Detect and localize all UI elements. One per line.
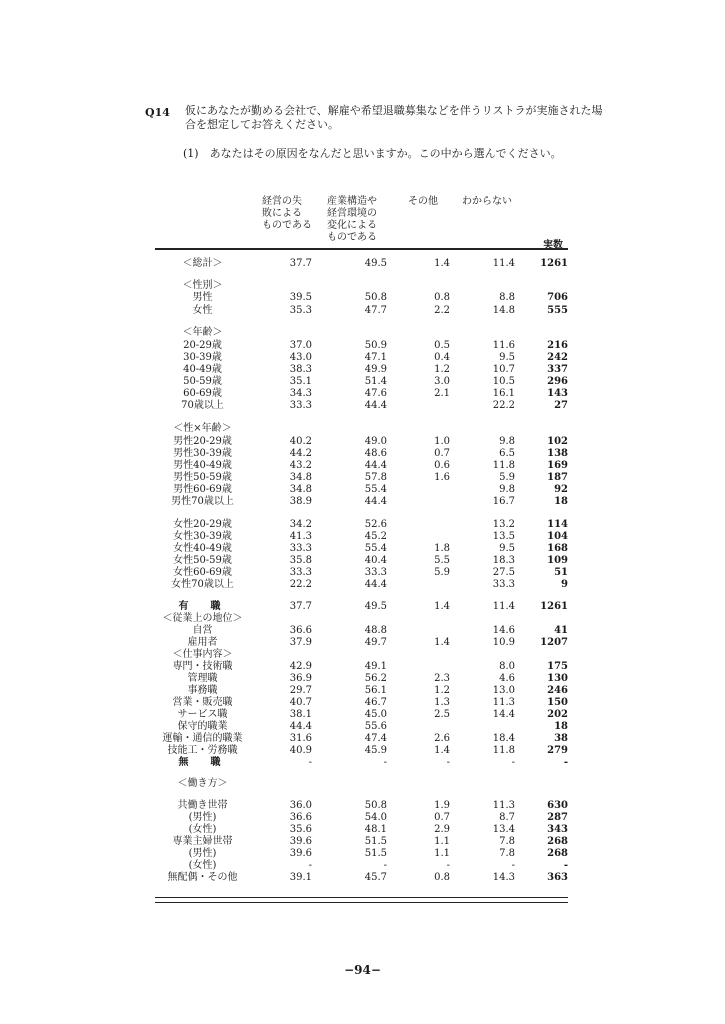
cell-value: 0.7	[434, 812, 450, 823]
cell-value: 37.7	[289, 601, 312, 612]
cell-value: 39.1	[289, 872, 312, 883]
cell-value: 7.8	[499, 836, 515, 847]
cell-value: 45.2	[364, 531, 387, 542]
row-label: 男性50-59歳	[173, 472, 232, 483]
cell-value: 287	[547, 812, 568, 823]
cell-value: 2.2	[434, 305, 450, 316]
cell-value: -	[563, 757, 568, 768]
table-row	[0, 388, 725, 400]
cell-value: 49.5	[364, 601, 387, 612]
cell-value: 11.4	[492, 258, 515, 269]
cell-value: 49.0	[364, 436, 387, 447]
cell-value: 46.7	[364, 697, 387, 708]
table-row	[0, 327, 725, 339]
cell-value: 8.0	[499, 661, 515, 672]
cell-value: 9	[561, 579, 568, 590]
cell-value: 38.9	[289, 496, 312, 507]
table-row	[0, 860, 725, 872]
table-row	[0, 697, 725, 709]
table-row	[0, 543, 725, 555]
cell-value: 0.7	[434, 448, 450, 459]
row-label: 事務職	[187, 685, 218, 696]
cell-value: 5.9	[434, 567, 450, 578]
cell-value: 40.2	[289, 436, 312, 447]
cell-value: 47.6	[364, 388, 387, 399]
header-col-count: 実数	[543, 240, 563, 251]
table-row	[0, 436, 725, 448]
cell-value: 37.9	[289, 637, 312, 648]
table-row	[0, 352, 725, 364]
cell-value: 36.6	[289, 625, 312, 636]
cell-value: 37.7	[289, 258, 312, 269]
row-label: 男性30-39歳	[173, 448, 232, 459]
cell-value: 38	[554, 733, 568, 744]
cell-value: 1.9	[434, 800, 450, 811]
table-row	[0, 733, 725, 745]
row-label: 20-29歳	[183, 340, 222, 351]
cell-value: 51.5	[364, 848, 387, 859]
row-label: 営業・販売職	[172, 697, 233, 708]
cell-value: -	[511, 860, 515, 871]
cell-value: 18	[554, 721, 568, 732]
cell-value: 13.0	[492, 685, 515, 696]
table-row	[0, 519, 725, 531]
table-row	[0, 496, 725, 508]
row-label: ＜性×年齢＞	[173, 423, 232, 434]
cell-value: 39.6	[289, 848, 312, 859]
cell-value: 49.7	[364, 637, 387, 648]
cell-value: 2.3	[434, 673, 450, 684]
row-label: 自営	[192, 625, 213, 636]
cell-value: 43.0	[289, 352, 312, 363]
cell-value: 49.5	[364, 258, 387, 269]
cell-value: 36.6	[289, 812, 312, 823]
table-row	[0, 423, 725, 435]
cell-value: 35.1	[289, 376, 312, 387]
row-label: (女性)	[188, 860, 217, 871]
table-row	[0, 567, 725, 579]
cell-value: 47.4	[364, 733, 387, 744]
row-label: 男性70歳以上	[171, 496, 234, 507]
cell-value: -	[308, 860, 312, 871]
cell-value: 55.6	[364, 721, 387, 732]
cell-value: 11.8	[492, 745, 515, 756]
cell-value: -	[446, 860, 450, 871]
cell-value: 109	[547, 555, 568, 566]
cell-value: 0.6	[434, 460, 450, 471]
cell-value: 11.4	[492, 601, 515, 612]
table-row	[0, 472, 725, 484]
cell-value: 1261	[540, 601, 568, 612]
table-row	[0, 613, 725, 625]
table-row	[0, 721, 725, 733]
table-row	[0, 484, 725, 496]
row-label: 専門・技術職	[172, 661, 233, 672]
table-row	[0, 745, 725, 757]
cell-value: 44.4	[364, 460, 387, 471]
cell-value: 13.5	[492, 531, 515, 542]
cell-value: 51	[554, 567, 568, 578]
cell-value: 1.1	[434, 848, 450, 859]
cell-value: 45.9	[364, 745, 387, 756]
cell-value: 29.7	[289, 685, 312, 696]
table-bottom-rule	[155, 897, 568, 903]
row-label: 共働き世帯	[177, 800, 228, 811]
cell-value: 33.3	[289, 567, 312, 578]
row-label: 男性60-69歳	[173, 484, 232, 495]
cell-value: 45.7	[364, 872, 387, 883]
row-label: 男性20-29歳	[173, 436, 232, 447]
cell-value: 34.3	[289, 388, 312, 399]
row-label: 女性	[192, 305, 213, 316]
cell-value: 1.6	[434, 472, 450, 483]
cell-value: 33.3	[289, 543, 312, 554]
cell-value: 34.8	[289, 484, 312, 495]
row-label: 有 職	[178, 601, 227, 612]
table-row	[0, 812, 725, 824]
cell-value: 0.4	[434, 352, 450, 363]
cell-value: 1.4	[434, 745, 450, 756]
cell-value: 11.3	[492, 697, 515, 708]
table-row	[0, 800, 725, 812]
row-label: 70歳以上	[181, 400, 224, 411]
cell-value: 52.6	[364, 519, 387, 530]
table-row	[0, 601, 725, 613]
cell-value: 1207	[540, 637, 568, 648]
table-row	[0, 555, 725, 567]
cell-value: 56.2	[364, 673, 387, 684]
cell-value: 279	[547, 745, 568, 756]
table-row	[0, 778, 725, 790]
row-label: 専業主婦世帯	[172, 836, 233, 847]
cell-value: 130	[547, 673, 568, 684]
cell-value: 38.3	[289, 364, 312, 375]
cell-value: 2.5	[434, 709, 450, 720]
cell-value: 10.5	[492, 376, 515, 387]
cell-value: 7.8	[499, 848, 515, 859]
table-row	[0, 292, 725, 304]
cell-value: 1.4	[434, 258, 450, 269]
cell-value: 337	[547, 364, 568, 375]
row-label: ＜働き方＞	[177, 778, 228, 789]
cell-value: 2.6	[434, 733, 450, 744]
cell-value: 34.2	[289, 519, 312, 530]
cell-value: 18	[554, 496, 568, 507]
table-row	[0, 305, 725, 317]
table-row	[0, 376, 725, 388]
cell-value: 44.4	[364, 496, 387, 507]
row-label: 女性50-59歳	[173, 555, 232, 566]
cell-value: 555	[547, 305, 568, 316]
cell-value: 56.1	[364, 685, 387, 696]
table-row	[0, 364, 725, 376]
cell-value: 35.8	[289, 555, 312, 566]
cell-value: 9.8	[499, 436, 515, 447]
cell-value: 33.3	[289, 400, 312, 411]
row-label: 60-69歳	[183, 388, 222, 399]
cell-value: 1.0	[434, 436, 450, 447]
cell-value: 44.4	[364, 400, 387, 411]
cell-value: 44.2	[289, 448, 312, 459]
cell-value: 14.8	[492, 305, 515, 316]
row-label: 運輸・通信的職業	[162, 733, 243, 744]
cell-value: 40.4	[364, 555, 387, 566]
cell-value: 18.4	[492, 733, 515, 744]
header-col-other: その他	[408, 196, 438, 207]
cell-value: -	[308, 757, 312, 768]
cell-value: 27.5	[492, 567, 515, 578]
row-label: ＜従業上の地位＞	[162, 613, 243, 624]
question-subquestion: (1) あなたはその原因をなんだと思いますか。この中から選んでください。	[183, 147, 562, 160]
cell-value: 54.0	[364, 812, 387, 823]
cell-value: 1.3	[434, 697, 450, 708]
cell-value: 0.8	[434, 872, 450, 883]
cell-value: 92	[554, 484, 568, 495]
cell-value: 202	[547, 709, 568, 720]
row-label: (男性)	[188, 848, 217, 859]
cell-value: 1.4	[434, 601, 450, 612]
cell-value: 50.8	[364, 800, 387, 811]
cell-value: 3.0	[434, 376, 450, 387]
row-label: 50-59歳	[183, 376, 222, 387]
cell-value: 169	[547, 460, 568, 471]
row-label: ＜総計＞	[182, 258, 223, 269]
row-label: (男性)	[188, 812, 217, 823]
cell-value: 11.3	[492, 800, 515, 811]
table-row	[0, 460, 725, 472]
row-label: (女性)	[188, 824, 217, 835]
table-row	[0, 824, 725, 836]
row-label: ＜仕事内容＞	[172, 649, 233, 660]
row-label: 無 職	[178, 757, 227, 768]
cell-value: 1.1	[434, 836, 450, 847]
row-label: 男性40-49歳	[173, 460, 232, 471]
header-col-management-failure: 経営の失 敗による ものである	[262, 196, 312, 231]
table-row	[0, 661, 725, 673]
cell-value: 27	[554, 400, 568, 411]
cell-value: 48.8	[364, 625, 387, 636]
cell-value: 2.1	[434, 388, 450, 399]
cell-value: 39.5	[289, 292, 312, 303]
table-row	[0, 649, 725, 661]
cell-value: 16.7	[492, 496, 515, 507]
table-row	[0, 625, 725, 637]
cell-value: 363	[547, 872, 568, 883]
row-label: サービス職	[177, 709, 228, 720]
cell-value: 5.5	[434, 555, 450, 566]
cell-value: 51.5	[364, 836, 387, 847]
cell-value: 143	[547, 388, 568, 399]
cell-value: 175	[547, 661, 568, 672]
cell-value: 36.9	[289, 673, 312, 684]
row-label: 保守的職業	[177, 721, 228, 732]
cell-value: 1.8	[434, 543, 450, 554]
cell-value: 39.6	[289, 836, 312, 847]
row-label: ＜性別＞	[182, 280, 223, 291]
table-row	[0, 872, 725, 884]
cell-value: 11.8	[492, 460, 515, 471]
table-row	[0, 836, 725, 848]
table-row	[0, 685, 725, 697]
cell-value: 10.7	[492, 364, 515, 375]
cell-value: 33.3	[364, 567, 387, 578]
cell-value: 45.0	[364, 709, 387, 720]
cell-value: 34.8	[289, 472, 312, 483]
cell-value: 1.2	[434, 685, 450, 696]
cell-value: 49.9	[364, 364, 387, 375]
cell-value: -	[511, 757, 515, 768]
header-col-dont-know: わからない	[462, 196, 512, 207]
table-row	[0, 757, 725, 769]
row-label: 女性30-39歳	[173, 531, 232, 542]
cell-value: 1261	[540, 258, 568, 269]
cell-value: 51.4	[364, 376, 387, 387]
cell-value: 9.5	[499, 352, 515, 363]
cell-value: 16.1	[492, 388, 515, 399]
cell-value: -	[563, 860, 568, 871]
cell-value: 296	[547, 376, 568, 387]
cell-value: 40.9	[289, 745, 312, 756]
table-row	[0, 848, 725, 860]
cell-value: 55.4	[364, 484, 387, 495]
row-label: 30-39歳	[183, 352, 222, 363]
cell-value: 268	[547, 836, 568, 847]
cell-value: 13.2	[492, 519, 515, 530]
cell-value: 168	[547, 543, 568, 554]
cell-value: 8.8	[499, 292, 515, 303]
row-label: 雇用者	[187, 637, 218, 648]
cell-value: 150	[547, 697, 568, 708]
cell-value: 47.7	[364, 305, 387, 316]
cell-value: 41	[554, 625, 568, 636]
row-label: 女性20-29歳	[173, 519, 232, 530]
row-label: 男性	[192, 292, 213, 303]
table-row	[0, 448, 725, 460]
cell-value: 343	[547, 824, 568, 835]
cell-value: -	[383, 860, 387, 871]
cell-value: 706	[547, 292, 568, 303]
cell-value: 55.4	[364, 543, 387, 554]
cell-value: 242	[547, 352, 568, 363]
row-label: 女性60-69歳	[173, 567, 232, 578]
cell-value: 43.2	[289, 460, 312, 471]
cell-value: 31.6	[289, 733, 312, 744]
cell-value: 11.6	[492, 340, 515, 351]
cell-value: 4.6	[499, 673, 515, 684]
cell-value: 216	[547, 340, 568, 351]
table-row	[0, 709, 725, 721]
cell-value: 8.7	[499, 812, 515, 823]
cell-value: 48.1	[364, 824, 387, 835]
cell-value: 268	[547, 848, 568, 859]
cell-value: 18.3	[492, 555, 515, 566]
cell-value: 42.9	[289, 661, 312, 672]
cell-value: 50.9	[364, 340, 387, 351]
table-row	[0, 280, 725, 292]
cell-value: 14.6	[492, 625, 515, 636]
table-row	[0, 400, 725, 412]
cell-value: -	[446, 757, 450, 768]
cell-value: 9.5	[499, 543, 515, 554]
cell-value: 50.8	[364, 292, 387, 303]
cell-value: 14.4	[492, 709, 515, 720]
cell-value: 246	[547, 685, 568, 696]
cell-value: 14.3	[492, 872, 515, 883]
cell-value: 0.5	[434, 340, 450, 351]
cell-value: 47.1	[364, 352, 387, 363]
cell-value: 35.6	[289, 824, 312, 835]
cell-value: -	[383, 757, 387, 768]
row-label: 女性40-49歳	[173, 543, 232, 554]
cell-value: 40.7	[289, 697, 312, 708]
cell-value: 114	[547, 519, 568, 530]
cell-value: 1.4	[434, 637, 450, 648]
cell-value: 138	[547, 448, 568, 459]
cell-value: 38.1	[289, 709, 312, 720]
header-col-structural-change: 産業構造や 経営環境の 変化による ものである	[327, 196, 377, 243]
cell-value: 104	[547, 531, 568, 542]
cell-value: 37.0	[289, 340, 312, 351]
row-label: 管理職	[187, 673, 218, 684]
cell-value: 33.3	[492, 579, 515, 590]
question-number: Q14	[145, 106, 170, 119]
row-label: 無配偶・その他	[167, 872, 238, 883]
row-label: ＜年齢＞	[182, 327, 223, 338]
cell-value: 44.4	[289, 721, 312, 732]
cell-value: 0.8	[434, 292, 450, 303]
question-text: 仮にあなたが勤める会社で、解雇や希望退職募集などを伴うリストラが実施された場合を想定してお答えください。	[185, 104, 603, 131]
table-row	[0, 637, 725, 649]
table-row	[0, 531, 725, 543]
cell-value: 36.0	[289, 800, 312, 811]
cell-value: 187	[547, 472, 568, 483]
cell-value: 5.9	[499, 472, 515, 483]
cell-value: 22.2	[289, 579, 312, 590]
cell-value: 1.2	[434, 364, 450, 375]
cell-value: 57.8	[364, 472, 387, 483]
cell-value: 2.9	[434, 824, 450, 835]
table-row	[0, 673, 725, 685]
table-row	[0, 340, 725, 352]
row-label: 技能工・労務職	[167, 745, 238, 756]
page-number: −94−	[344, 963, 381, 977]
cell-value: 49.1	[364, 661, 387, 672]
cell-value: 6.5	[499, 448, 515, 459]
cell-value: 22.2	[492, 400, 515, 411]
cell-value: 44.4	[364, 579, 387, 590]
row-label: 40-49歳	[183, 364, 222, 375]
cell-value: 48.6	[364, 448, 387, 459]
row-label: 女性70歳以上	[171, 579, 234, 590]
cell-value: 41.3	[289, 531, 312, 542]
cell-value: 630	[547, 800, 568, 811]
cell-value: 102	[547, 436, 568, 447]
cell-value: 10.9	[492, 637, 515, 648]
cell-value: 9.8	[499, 484, 515, 495]
table-row	[0, 579, 725, 591]
table-row	[0, 258, 725, 270]
cell-value: 13.4	[492, 824, 515, 835]
cell-value: 35.3	[289, 305, 312, 316]
